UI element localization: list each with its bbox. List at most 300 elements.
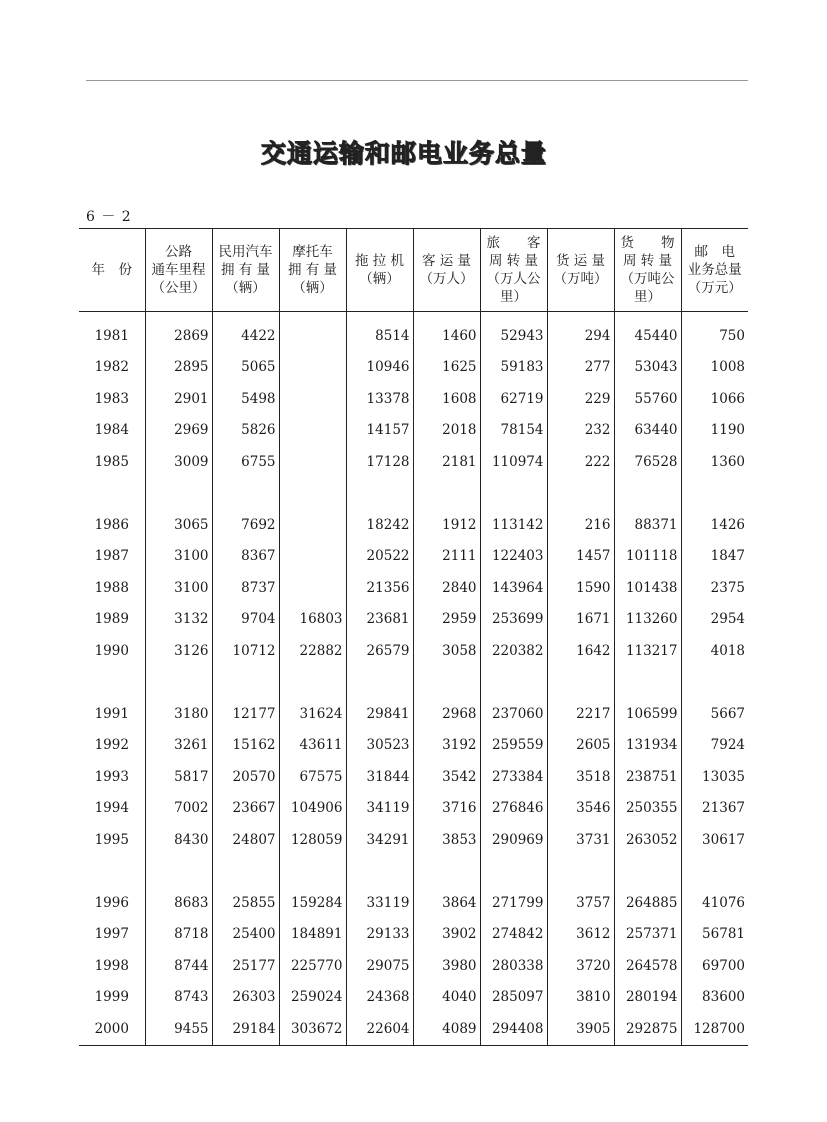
table-number: 6 － 2 bbox=[86, 209, 132, 225]
value-cell: 1190 bbox=[681, 415, 748, 447]
value-cell bbox=[614, 312, 681, 321]
value-cell bbox=[212, 312, 279, 321]
value-cell: 69700 bbox=[681, 950, 748, 982]
value-cell: 20522 bbox=[346, 541, 413, 573]
value-cell: 3980 bbox=[413, 950, 480, 982]
value-cell: 78154 bbox=[480, 415, 547, 447]
value-cell: 16803 bbox=[279, 604, 346, 636]
value-cell: 63440 bbox=[614, 415, 681, 447]
value-cell: 29184 bbox=[212, 1013, 279, 1045]
year-cell bbox=[79, 667, 145, 699]
table-row bbox=[79, 761, 748, 793]
value-cell: 62719 bbox=[480, 383, 547, 415]
value-cell bbox=[547, 312, 614, 321]
value-cell: 106599 bbox=[614, 698, 681, 730]
header-line: 民用汽车 bbox=[218, 244, 273, 260]
value-cell: 2869 bbox=[145, 320, 212, 352]
value-cell bbox=[413, 312, 480, 321]
table-row bbox=[79, 320, 748, 352]
value-cell: 8367 bbox=[212, 541, 279, 573]
value-cell: 2959 bbox=[413, 604, 480, 636]
value-cell: 3065 bbox=[145, 509, 212, 541]
header-line: 拥 有 量 bbox=[287, 262, 338, 278]
value-cell bbox=[480, 856, 547, 888]
value-cell: 29075 bbox=[346, 950, 413, 982]
year-cell: 1981 bbox=[94, 327, 129, 344]
spacer-row bbox=[79, 312, 748, 321]
value-cell: 184891 bbox=[279, 919, 346, 951]
value-cell bbox=[614, 856, 681, 888]
value-cell bbox=[413, 478, 480, 510]
header-line: 货 物 bbox=[620, 235, 675, 251]
header-line: 摩托车 bbox=[292, 244, 333, 260]
value-cell: 292875 bbox=[614, 1013, 681, 1045]
table-row bbox=[79, 1013, 748, 1045]
value-cell bbox=[279, 667, 346, 699]
header-freight-turnover bbox=[614, 229, 681, 312]
value-cell: 229 bbox=[547, 383, 614, 415]
value-cell: 8744 bbox=[145, 950, 212, 982]
value-cell: 3546 bbox=[547, 793, 614, 825]
value-cell bbox=[547, 478, 614, 510]
value-cell: 3132 bbox=[145, 604, 212, 636]
value-cell: 222 bbox=[547, 446, 614, 478]
year-cell: 1998 bbox=[94, 957, 129, 974]
value-cell bbox=[614, 667, 681, 699]
value-cell: 13035 bbox=[681, 761, 748, 793]
value-cell: 21356 bbox=[346, 572, 413, 604]
value-cell: 3853 bbox=[413, 824, 480, 856]
table-row bbox=[79, 541, 748, 573]
table-row bbox=[79, 509, 748, 541]
value-cell bbox=[681, 478, 748, 510]
value-cell: 18242 bbox=[346, 509, 413, 541]
value-cell: 290969 bbox=[480, 824, 547, 856]
value-cell: 1426 bbox=[681, 509, 748, 541]
value-cell: 294 bbox=[547, 320, 614, 352]
value-cell: 41076 bbox=[681, 887, 748, 919]
value-cell: 76528 bbox=[614, 446, 681, 478]
header-road-mileage bbox=[145, 229, 212, 312]
value-cell: 3518 bbox=[547, 761, 614, 793]
value-cell: 250355 bbox=[614, 793, 681, 825]
value-cell: 9704 bbox=[212, 604, 279, 636]
value-cell bbox=[145, 856, 212, 888]
value-cell: 264885 bbox=[614, 887, 681, 919]
value-cell: 280338 bbox=[480, 950, 547, 982]
value-cell bbox=[681, 667, 748, 699]
statistics-table bbox=[79, 228, 748, 1046]
value-cell: 3864 bbox=[413, 887, 480, 919]
value-cell: 8737 bbox=[212, 572, 279, 604]
value-cell bbox=[413, 856, 480, 888]
header-line: （公里） bbox=[151, 280, 206, 296]
value-cell: 43611 bbox=[279, 730, 346, 762]
table-row bbox=[79, 824, 748, 856]
value-cell: 3757 bbox=[547, 887, 614, 919]
value-cell: 17128 bbox=[346, 446, 413, 478]
year-cell: 1990 bbox=[94, 642, 129, 659]
value-cell: 6755 bbox=[212, 446, 279, 478]
table-row bbox=[79, 950, 748, 982]
header-row bbox=[79, 229, 748, 312]
value-cell bbox=[480, 478, 547, 510]
value-cell: 2969 bbox=[145, 415, 212, 447]
value-cell bbox=[212, 667, 279, 699]
header-motorcycles bbox=[279, 229, 346, 312]
value-cell bbox=[279, 572, 346, 604]
spacer-row bbox=[79, 856, 748, 888]
value-cell bbox=[614, 478, 681, 510]
value-cell: 128700 bbox=[681, 1013, 748, 1045]
header-line: （万吨） bbox=[553, 271, 608, 287]
value-cell: 263052 bbox=[614, 824, 681, 856]
value-cell bbox=[145, 667, 212, 699]
value-cell: 33119 bbox=[346, 887, 413, 919]
value-cell: 2111 bbox=[413, 541, 480, 573]
value-cell: 750 bbox=[681, 320, 748, 352]
value-cell bbox=[212, 478, 279, 510]
spacer-row bbox=[79, 667, 748, 699]
value-cell: 225770 bbox=[279, 950, 346, 982]
value-cell: 1066 bbox=[681, 383, 748, 415]
year-cell: 1987 bbox=[94, 548, 129, 565]
value-cell bbox=[145, 312, 212, 321]
value-cell bbox=[547, 856, 614, 888]
value-cell: 52943 bbox=[480, 320, 547, 352]
value-cell: 3058 bbox=[413, 635, 480, 667]
value-cell: 3126 bbox=[145, 635, 212, 667]
value-cell bbox=[681, 312, 748, 321]
value-cell: 276846 bbox=[480, 793, 547, 825]
value-cell: 1847 bbox=[681, 541, 748, 573]
table-row bbox=[79, 635, 748, 667]
value-cell: 1008 bbox=[681, 352, 748, 384]
value-cell: 257371 bbox=[614, 919, 681, 951]
value-cell: 294408 bbox=[480, 1013, 547, 1045]
table-row bbox=[79, 887, 748, 919]
year-cell: 1983 bbox=[94, 390, 129, 407]
value-cell: 1912 bbox=[413, 509, 480, 541]
header-line: （辆） bbox=[292, 280, 333, 296]
value-cell: 110974 bbox=[480, 446, 547, 478]
header-line: 周 转 量 bbox=[622, 253, 673, 269]
value-cell: 56781 bbox=[681, 919, 748, 951]
table-row bbox=[79, 415, 748, 447]
value-cell: 15162 bbox=[212, 730, 279, 762]
value-cell: 271799 bbox=[480, 887, 547, 919]
value-cell bbox=[480, 312, 547, 321]
value-cell bbox=[279, 446, 346, 478]
header-line: 业务总量 bbox=[687, 262, 742, 278]
value-cell: 29133 bbox=[346, 919, 413, 951]
value-cell: 122403 bbox=[480, 541, 547, 573]
value-cell: 5667 bbox=[681, 698, 748, 730]
table-row bbox=[79, 572, 748, 604]
value-cell bbox=[279, 352, 346, 384]
value-cell: 3612 bbox=[547, 919, 614, 951]
value-cell: 285097 bbox=[480, 982, 547, 1014]
year-cell: 1982 bbox=[94, 359, 129, 376]
value-cell: 259024 bbox=[279, 982, 346, 1014]
value-cell: 131934 bbox=[614, 730, 681, 762]
value-cell: 277 bbox=[547, 352, 614, 384]
value-cell: 83600 bbox=[681, 982, 748, 1014]
value-cell: 30523 bbox=[346, 730, 413, 762]
page-title: 交通运输和邮电业务总量 bbox=[260, 139, 547, 168]
value-cell: 25177 bbox=[212, 950, 279, 982]
header-line: 拥 有 量 bbox=[220, 262, 271, 278]
value-cell: 4089 bbox=[413, 1013, 480, 1045]
value-cell: 101118 bbox=[614, 541, 681, 573]
header-passenger-volume bbox=[413, 229, 480, 312]
value-cell bbox=[279, 383, 346, 415]
value-cell: 2605 bbox=[547, 730, 614, 762]
value-cell: 88371 bbox=[614, 509, 681, 541]
value-cell: 31624 bbox=[279, 698, 346, 730]
value-cell: 2968 bbox=[413, 698, 480, 730]
value-cell: 7692 bbox=[212, 509, 279, 541]
value-cell: 22882 bbox=[279, 635, 346, 667]
header-year bbox=[79, 229, 145, 312]
header-line: （万人） bbox=[419, 271, 474, 287]
year-cell: 1999 bbox=[94, 989, 129, 1006]
value-cell: 3542 bbox=[413, 761, 480, 793]
value-cell: 59183 bbox=[480, 352, 547, 384]
spacer-row bbox=[79, 478, 748, 510]
table-row bbox=[79, 383, 748, 415]
value-cell: 30617 bbox=[681, 824, 748, 856]
value-cell: 1625 bbox=[413, 352, 480, 384]
value-cell: 34119 bbox=[346, 793, 413, 825]
year-cell bbox=[79, 312, 145, 321]
value-cell: 24807 bbox=[212, 824, 279, 856]
value-cell: 26303 bbox=[212, 982, 279, 1014]
value-cell: 101438 bbox=[614, 572, 681, 604]
top-rule bbox=[86, 80, 748, 81]
value-cell: 3180 bbox=[145, 698, 212, 730]
year-cell: 1995 bbox=[94, 831, 129, 848]
value-cell: 20570 bbox=[212, 761, 279, 793]
value-cell: 232 bbox=[547, 415, 614, 447]
value-cell bbox=[145, 478, 212, 510]
year-cell bbox=[79, 478, 145, 510]
header-line: 里） bbox=[634, 289, 661, 305]
value-cell: 3192 bbox=[413, 730, 480, 762]
value-cell: 238751 bbox=[614, 761, 681, 793]
year-cell: 1988 bbox=[94, 579, 129, 596]
year-cell: 1985 bbox=[94, 453, 129, 470]
year-cell: 1986 bbox=[94, 516, 129, 533]
value-cell: 25400 bbox=[212, 919, 279, 951]
value-cell: 237060 bbox=[480, 698, 547, 730]
value-cell: 3902 bbox=[413, 919, 480, 951]
value-cell: 5498 bbox=[212, 383, 279, 415]
value-cell: 1360 bbox=[681, 446, 748, 478]
value-cell: 273384 bbox=[480, 761, 547, 793]
value-cell: 10712 bbox=[212, 635, 279, 667]
header-freight-volume bbox=[547, 229, 614, 312]
year-cell: 1991 bbox=[94, 705, 129, 722]
year-cell: 1996 bbox=[94, 894, 129, 911]
value-cell: 31844 bbox=[346, 761, 413, 793]
value-cell: 8718 bbox=[145, 919, 212, 951]
value-cell: 22604 bbox=[346, 1013, 413, 1045]
value-cell: 216 bbox=[547, 509, 614, 541]
value-cell: 303672 bbox=[279, 1013, 346, 1045]
header-tractors bbox=[346, 229, 413, 312]
table-row bbox=[79, 793, 748, 825]
year-cell: 1984 bbox=[94, 422, 129, 439]
value-cell: 113260 bbox=[614, 604, 681, 636]
header-line: （辆） bbox=[225, 280, 266, 296]
header-line: 旅 客 bbox=[486, 235, 541, 251]
value-cell: 53043 bbox=[614, 352, 681, 384]
value-cell bbox=[279, 856, 346, 888]
year-cell: 1993 bbox=[94, 768, 129, 785]
value-cell: 3100 bbox=[145, 541, 212, 573]
header-line: 邮 电 bbox=[694, 244, 735, 260]
value-cell: 12177 bbox=[212, 698, 279, 730]
value-cell: 2954 bbox=[681, 604, 748, 636]
table-row bbox=[79, 698, 748, 730]
value-cell: 104906 bbox=[279, 793, 346, 825]
value-cell: 4018 bbox=[681, 635, 748, 667]
header-line: 年 份 bbox=[91, 262, 132, 278]
value-cell: 2895 bbox=[145, 352, 212, 384]
value-cell: 2018 bbox=[413, 415, 480, 447]
value-cell: 2840 bbox=[413, 572, 480, 604]
value-cell: 2181 bbox=[413, 446, 480, 478]
table-row bbox=[79, 352, 748, 384]
header-post-telecom-total bbox=[681, 229, 748, 312]
value-cell bbox=[346, 478, 413, 510]
year-cell: 1997 bbox=[94, 926, 129, 943]
value-cell: 280194 bbox=[614, 982, 681, 1014]
header-line: 公路 bbox=[165, 244, 192, 260]
value-cell: 7002 bbox=[145, 793, 212, 825]
value-cell bbox=[346, 667, 413, 699]
value-cell: 5065 bbox=[212, 352, 279, 384]
value-cell bbox=[413, 667, 480, 699]
value-cell bbox=[279, 509, 346, 541]
year-cell: 1994 bbox=[94, 800, 129, 817]
header-line: 里） bbox=[500, 289, 527, 305]
value-cell: 1642 bbox=[547, 635, 614, 667]
year-cell: 2000 bbox=[79, 1013, 145, 1045]
header-line: 货 运 量 bbox=[555, 253, 606, 269]
value-cell: 2901 bbox=[145, 383, 212, 415]
table-row bbox=[79, 604, 748, 636]
value-cell: 13378 bbox=[346, 383, 413, 415]
value-cell: 1608 bbox=[413, 383, 480, 415]
value-cell: 159284 bbox=[279, 887, 346, 919]
value-cell: 8683 bbox=[145, 887, 212, 919]
value-cell: 55760 bbox=[614, 383, 681, 415]
header-line: （辆） bbox=[359, 271, 400, 287]
value-cell: 25855 bbox=[212, 887, 279, 919]
value-cell: 2217 bbox=[547, 698, 614, 730]
header-civil-vehicles bbox=[212, 229, 279, 312]
value-cell: 2375 bbox=[681, 572, 748, 604]
value-cell bbox=[279, 312, 346, 321]
value-cell: 8743 bbox=[145, 982, 212, 1014]
year-cell: 1989 bbox=[94, 611, 129, 628]
value-cell: 274842 bbox=[480, 919, 547, 951]
value-cell bbox=[279, 478, 346, 510]
value-cell: 128059 bbox=[279, 824, 346, 856]
value-cell: 7924 bbox=[681, 730, 748, 762]
value-cell: 5817 bbox=[145, 761, 212, 793]
value-cell: 113217 bbox=[614, 635, 681, 667]
value-cell: 8514 bbox=[346, 320, 413, 352]
value-cell: 5826 bbox=[212, 415, 279, 447]
value-cell: 4422 bbox=[212, 320, 279, 352]
value-cell: 23667 bbox=[212, 793, 279, 825]
value-cell: 34291 bbox=[346, 824, 413, 856]
value-cell bbox=[279, 541, 346, 573]
value-cell: 21367 bbox=[681, 793, 748, 825]
value-cell: 26579 bbox=[346, 635, 413, 667]
value-cell: 3009 bbox=[145, 446, 212, 478]
value-cell: 143964 bbox=[480, 572, 547, 604]
value-cell: 113142 bbox=[480, 509, 547, 541]
table-row bbox=[79, 446, 748, 478]
table-body bbox=[79, 312, 748, 1046]
value-cell: 45440 bbox=[614, 320, 681, 352]
value-cell bbox=[547, 667, 614, 699]
value-cell: 253699 bbox=[480, 604, 547, 636]
year-cell bbox=[79, 856, 145, 888]
value-cell: 9455 bbox=[145, 1013, 212, 1045]
value-cell bbox=[480, 667, 547, 699]
value-cell: 8430 bbox=[145, 824, 212, 856]
value-cell bbox=[681, 856, 748, 888]
value-cell bbox=[346, 856, 413, 888]
value-cell bbox=[346, 312, 413, 321]
value-cell: 3731 bbox=[547, 824, 614, 856]
value-cell: 67575 bbox=[279, 761, 346, 793]
value-cell bbox=[212, 856, 279, 888]
year-cell: 1992 bbox=[94, 737, 129, 754]
value-cell: 10946 bbox=[346, 352, 413, 384]
table-row bbox=[79, 982, 748, 1014]
header-line: 客 运 量 bbox=[421, 253, 472, 269]
value-cell: 1457 bbox=[547, 541, 614, 573]
value-cell: 14157 bbox=[346, 415, 413, 447]
header-line: （万吨公 bbox=[620, 271, 675, 287]
value-cell: 264578 bbox=[614, 950, 681, 982]
header-line: （万元） bbox=[687, 280, 742, 296]
table-row bbox=[79, 730, 748, 762]
value-cell: 3905 bbox=[547, 1013, 614, 1045]
value-cell: 3810 bbox=[547, 982, 614, 1014]
value-cell: 29841 bbox=[346, 698, 413, 730]
value-cell: 23681 bbox=[346, 604, 413, 636]
value-cell: 1590 bbox=[547, 572, 614, 604]
header-passenger-turnover bbox=[480, 229, 547, 312]
value-cell: 4040 bbox=[413, 982, 480, 1014]
value-cell bbox=[279, 415, 346, 447]
value-cell: 1671 bbox=[547, 604, 614, 636]
value-cell: 3100 bbox=[145, 572, 212, 604]
value-cell: 3261 bbox=[145, 730, 212, 762]
value-cell: 220382 bbox=[480, 635, 547, 667]
header-line: 通车里程 bbox=[151, 262, 206, 278]
value-cell: 259559 bbox=[480, 730, 547, 762]
header-line: （万人公 bbox=[486, 271, 541, 287]
value-cell: 24368 bbox=[346, 982, 413, 1014]
